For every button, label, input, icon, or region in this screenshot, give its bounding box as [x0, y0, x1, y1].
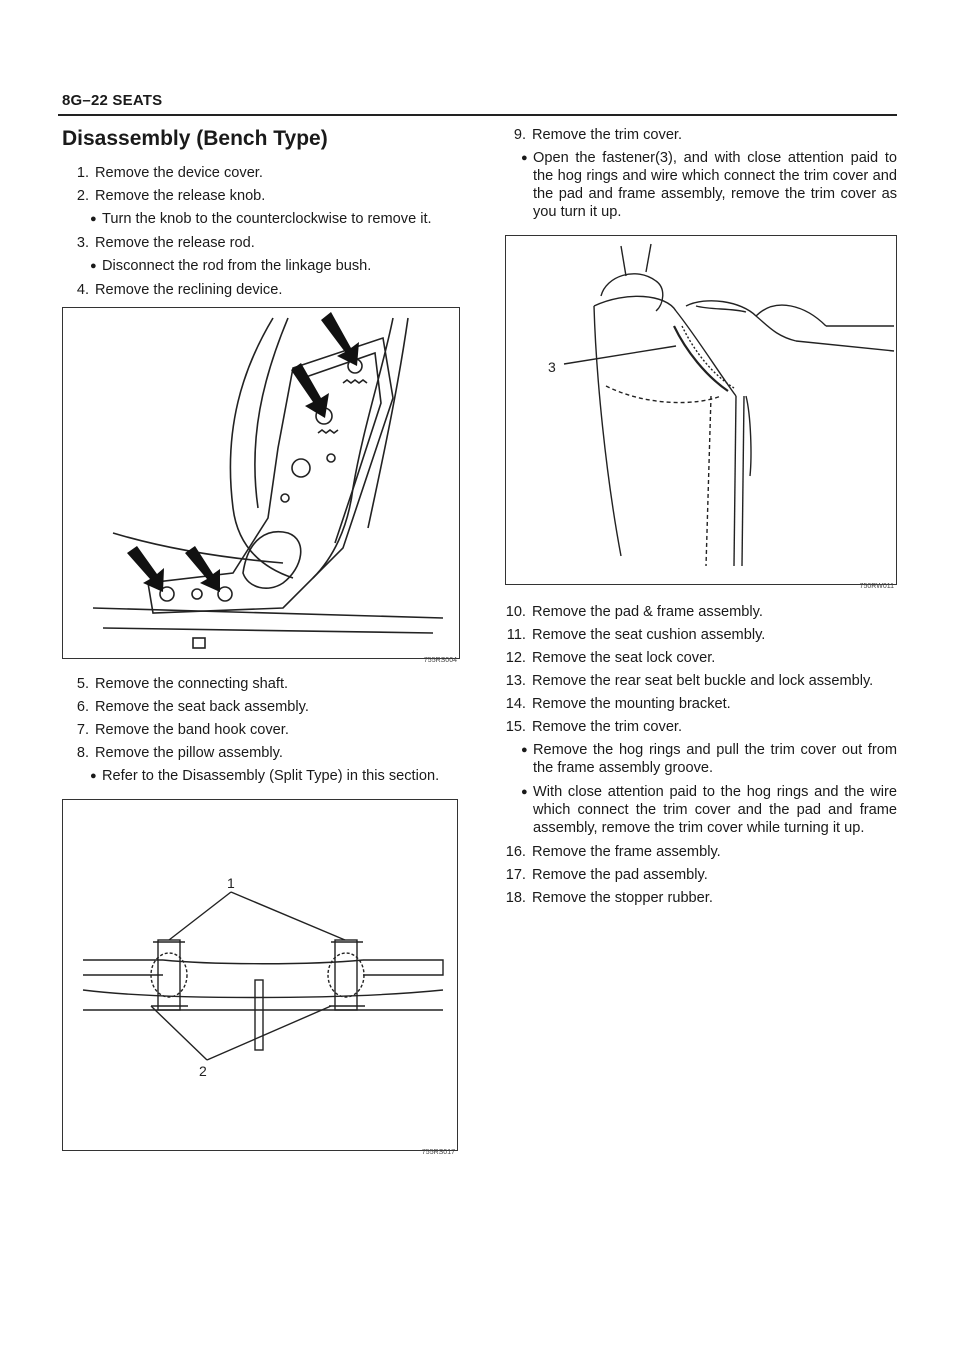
step-14: [505, 695, 897, 713]
bullet-text: Open the fastener(3), and with close attention paid to the hog rings and wire which connect the trim cover and the pad and frame assembly, remove the trim cover as you turn it up.: [533, 150, 897, 220]
step-4: [62, 281, 460, 299]
header-rule: [58, 114, 897, 116]
step-number: 9.: [513, 127, 526, 143]
step-6: [62, 698, 460, 716]
step-number: 17.: [505, 867, 526, 883]
step-number: 14.: [505, 696, 526, 712]
step-number: 13.: [505, 673, 526, 689]
step-text: Remove the seat cushion assembly.: [532, 627, 766, 643]
bullet-text: Remove the hog rings and pull the trim cover out from the frame assembly groove.: [533, 742, 897, 776]
step-number: 5.: [76, 676, 89, 692]
step-text: Remove the pad assembly.: [532, 867, 708, 883]
bullet-icon: ●: [521, 786, 528, 798]
left-column: [62, 126, 460, 1156]
callout-label-2: 2: [199, 1063, 207, 1079]
callout-label-1: 1: [227, 875, 235, 891]
bullet-item: [521, 741, 897, 777]
step-text: Remove the mounting bracket.: [532, 696, 731, 712]
step-text: Remove the release rod.: [95, 235, 255, 251]
step-text: Remove the release knob.: [95, 188, 266, 204]
step-7: [62, 721, 460, 739]
step-number: 3.: [76, 235, 89, 251]
bullet-text: Disconnect the rod from the linkage bush.: [102, 258, 372, 274]
page-header: 8G–22 SEATS: [62, 92, 163, 109]
step-number: 4.: [76, 282, 89, 298]
figure-pillow-assembly: [62, 799, 458, 1156]
step-15: [505, 718, 897, 736]
bullet-text: Turn the knob to the counterclockwise to remove it.: [102, 211, 432, 227]
step-text: Remove the seat back assembly.: [95, 699, 309, 715]
bullet-item: [90, 767, 460, 785]
bullet-item: [521, 783, 897, 837]
step-number: 12.: [505, 650, 526, 666]
bullet-icon: ●: [90, 260, 97, 272]
step-16: [505, 843, 897, 861]
step-9: [505, 126, 897, 144]
step-12: [505, 649, 897, 667]
step-number: 1.: [76, 165, 89, 181]
figure-code: 750RW011: [859, 583, 894, 590]
step-11: [505, 626, 897, 644]
step-number: 16.: [505, 844, 526, 860]
step-text: Remove the stopper rubber.: [532, 890, 713, 906]
step-number: 6.: [76, 699, 89, 715]
bullet-text: Refer to the Disassembly (Split Type) in this section.: [102, 768, 440, 784]
step-2: [62, 187, 460, 205]
step-1: [62, 164, 460, 182]
step-text: Remove the seat lock cover.: [532, 650, 716, 666]
bullet-item: [90, 257, 460, 275]
step-text: Remove the rear seat belt buckle and lock assembly.: [532, 673, 874, 689]
bullet-icon: ●: [521, 744, 528, 756]
step-13: [505, 672, 897, 690]
bullet-item: [521, 149, 897, 221]
step-number: 8.: [76, 745, 89, 761]
step-number: 11.: [506, 627, 526, 643]
figure-code: 755RS004: [423, 657, 457, 664]
bullet-text: With close attention paid to the hog rings and the wire which connect the trim cover and the pad and frame assembly, remove the trim cover while turning it up.: [533, 784, 897, 836]
step-10: [505, 603, 897, 621]
step-text: Remove the pad & frame assembly.: [532, 604, 763, 620]
step-number: 2.: [76, 188, 89, 204]
step-number: 7.: [76, 722, 89, 738]
step-text: Remove the band hook cover.: [95, 722, 289, 738]
callout-label-3: 3: [548, 359, 556, 375]
bullet-icon: ●: [90, 213, 97, 225]
bullet-icon: ●: [521, 152, 528, 164]
step-text: Remove the frame assembly.: [532, 844, 721, 860]
step-17: [505, 866, 897, 884]
pillow-assembly-illustration: [63, 800, 457, 1150]
step-3: [62, 234, 460, 252]
step-18: [505, 889, 897, 907]
section-heading: Disassembly (Bench Type): [62, 127, 328, 150]
step-number: 18.: [505, 890, 526, 906]
bullet-icon: ●: [90, 770, 97, 782]
right-column: [505, 126, 897, 912]
bullet-item: [90, 210, 460, 228]
figure-trim-cover: [505, 235, 897, 590]
trim-cover-illustration: [506, 236, 896, 584]
step-text: Remove the trim cover.: [532, 719, 683, 735]
step-text: Remove the trim cover.: [532, 127, 683, 143]
figure-reclining-device: [62, 307, 460, 664]
step-text: Remove the pillow assembly.: [95, 745, 283, 761]
step-text: Remove the reclining device.: [95, 282, 283, 298]
step-number: 15.: [505, 719, 526, 735]
figure-code: 755RS017: [421, 1149, 455, 1156]
step-number: 10.: [505, 604, 526, 620]
step-text: Remove the device cover.: [95, 165, 263, 181]
reclining-device-illustration: [63, 308, 459, 658]
step-5: [62, 675, 460, 693]
step-text: Remove the connecting shaft.: [95, 676, 289, 692]
step-8: [62, 744, 460, 762]
